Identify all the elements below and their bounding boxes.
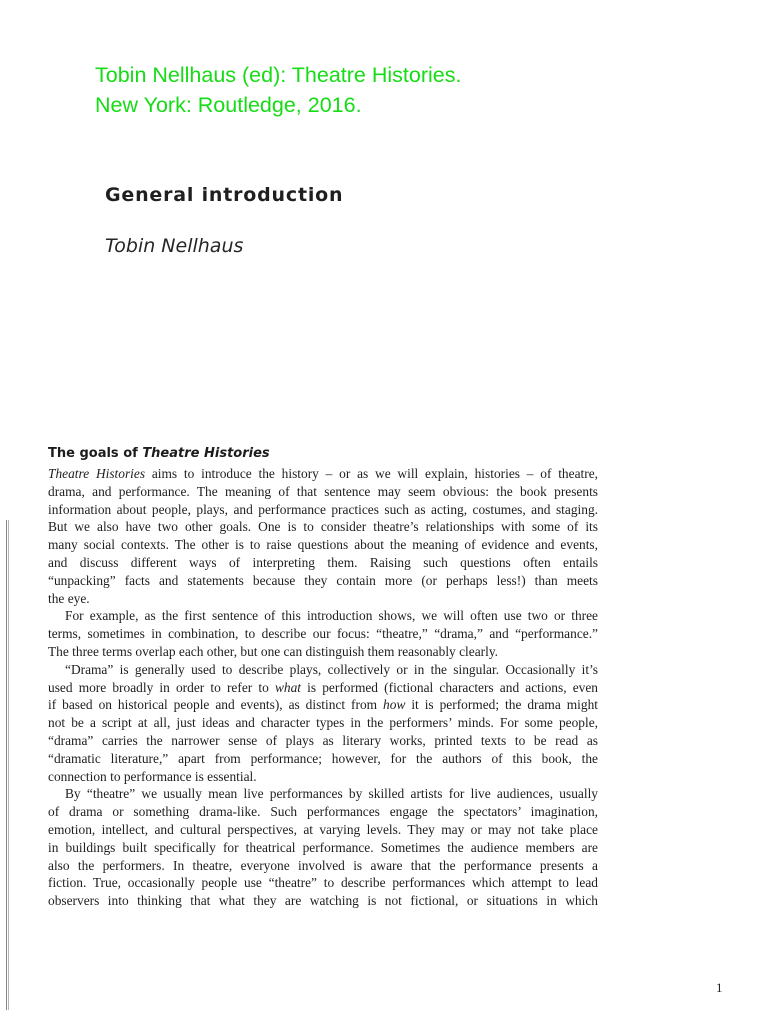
text-line	[48, 821, 598, 839]
text-span: fiction. True, occasionally people use “theatre” to describe performances which attempt to lead	[48, 875, 598, 891]
text-span: emotion, intellect, and cultural perspectives, at varying levels. They may or may not take place	[48, 821, 598, 837]
text-span: not be a script at all, just ideas and character types in the performers’ minds. For some people,	[48, 715, 598, 731]
text-span: For example, as the first sentence of this introduction shows, we will often use two or three	[65, 608, 598, 624]
text-span: and discuss different ways of interpreting them. Raising such questions often entails	[48, 554, 598, 570]
section-heading-prefix: The goals of	[48, 446, 143, 461]
text-line	[48, 768, 598, 786]
text-line	[48, 732, 598, 750]
scan-edge-mark	[6, 520, 9, 1010]
text-span: it is performed; the drama might	[405, 697, 598, 713]
citation-line-2: New York: Routledge, 2016.	[95, 93, 362, 117]
citation-line-1: Tobin Nellhaus (ed): Theatre Histories.	[95, 63, 462, 87]
text-line	[48, 465, 598, 483]
text-span: is performed (fictional characters and actions, even	[301, 679, 598, 695]
text-line	[48, 750, 598, 768]
italic-text: Theatre Histories	[48, 466, 146, 481]
text-line	[48, 661, 598, 679]
text-span: “dramatic literature,” apart from performance; however, for the authors of this book, the	[48, 750, 598, 766]
text-line	[48, 554, 598, 572]
body-text	[48, 465, 598, 910]
text-span: “Drama” is generally used to describe plays, collectively or in the singular. Occasionally it’s	[65, 661, 598, 677]
text-span: connection to performance is essential.	[48, 768, 257, 784]
text-span: terms, sometimes in combination, to describe our focus: “theatre,” “drama,” and “performance.”	[48, 626, 598, 642]
section-heading	[48, 446, 270, 461]
text-span: information about people, plays, and performance practices such as acting, costumes, and staging.	[48, 501, 598, 517]
text-span: By “theatre” we usually mean live performances by skilled artists for live audiences, usually	[65, 786, 598, 802]
italic-text: how	[383, 697, 406, 713]
text-line	[48, 501, 598, 519]
text-span: drama, and performance. The meaning of that sentence may seem obvious: the book presents	[48, 483, 598, 499]
text-span: used more broadly in order to refer to	[48, 679, 275, 695]
text-span: of drama or something drama-like. Such performances engage the spectators’ imagination,	[48, 804, 598, 820]
text-line	[48, 518, 598, 536]
text-span: also the performers. In theatre, everyone involved is aware that the performance presents a	[48, 857, 598, 873]
text-line	[48, 803, 598, 821]
text-span: in buildings built specifically for theatrical performance. Sometimes the audience members are	[48, 839, 598, 855]
text-line	[48, 785, 598, 803]
text-line	[48, 892, 598, 910]
text-span: But we also have two other goals. One is to consider theatre’s relationships with some of its	[48, 519, 598, 535]
text-line	[48, 839, 598, 857]
text-line	[48, 643, 598, 661]
text-line	[48, 857, 598, 875]
text-span: aims to introduce the history – or as we will explain, histories – of theatre,	[145, 466, 598, 481]
text-span: observers into thinking that what they are watching is not fictional, or situations in which	[48, 893, 598, 909]
text-line	[48, 590, 598, 608]
text-line	[48, 714, 598, 732]
text-line	[48, 607, 598, 625]
section-heading-book-title: Theatre Histories	[142, 446, 270, 461]
text-span: many social contexts. The other is to raise questions about the meaning of evidence and events,	[48, 537, 598, 553]
italic-text: what	[274, 679, 301, 695]
text-line	[48, 536, 598, 554]
text-span: if based on historical people and events), as distinct from	[48, 697, 384, 713]
text-span: The three terms overlap each other, but one can distinguish them reasonably clearly.	[48, 643, 498, 659]
text-line	[48, 483, 598, 501]
page-number: 1	[716, 980, 723, 995]
text-line	[48, 679, 598, 697]
chapter-title: General introduction	[105, 184, 344, 206]
text-span: “unpacking” facts and statements because they contain more (or perhaps less!) than meets	[48, 572, 598, 588]
text-span: the eye.	[48, 590, 90, 606]
text-line	[48, 874, 598, 892]
text-line	[48, 625, 598, 643]
chapter-author: Tobin Nellhaus	[105, 235, 244, 257]
text-span: “drama” carries the narrower sense of plays as literary works, printed texts to be read as	[48, 732, 598, 748]
text-line	[48, 696, 598, 714]
text-line	[48, 572, 598, 590]
citation-annotation	[95, 60, 461, 120]
